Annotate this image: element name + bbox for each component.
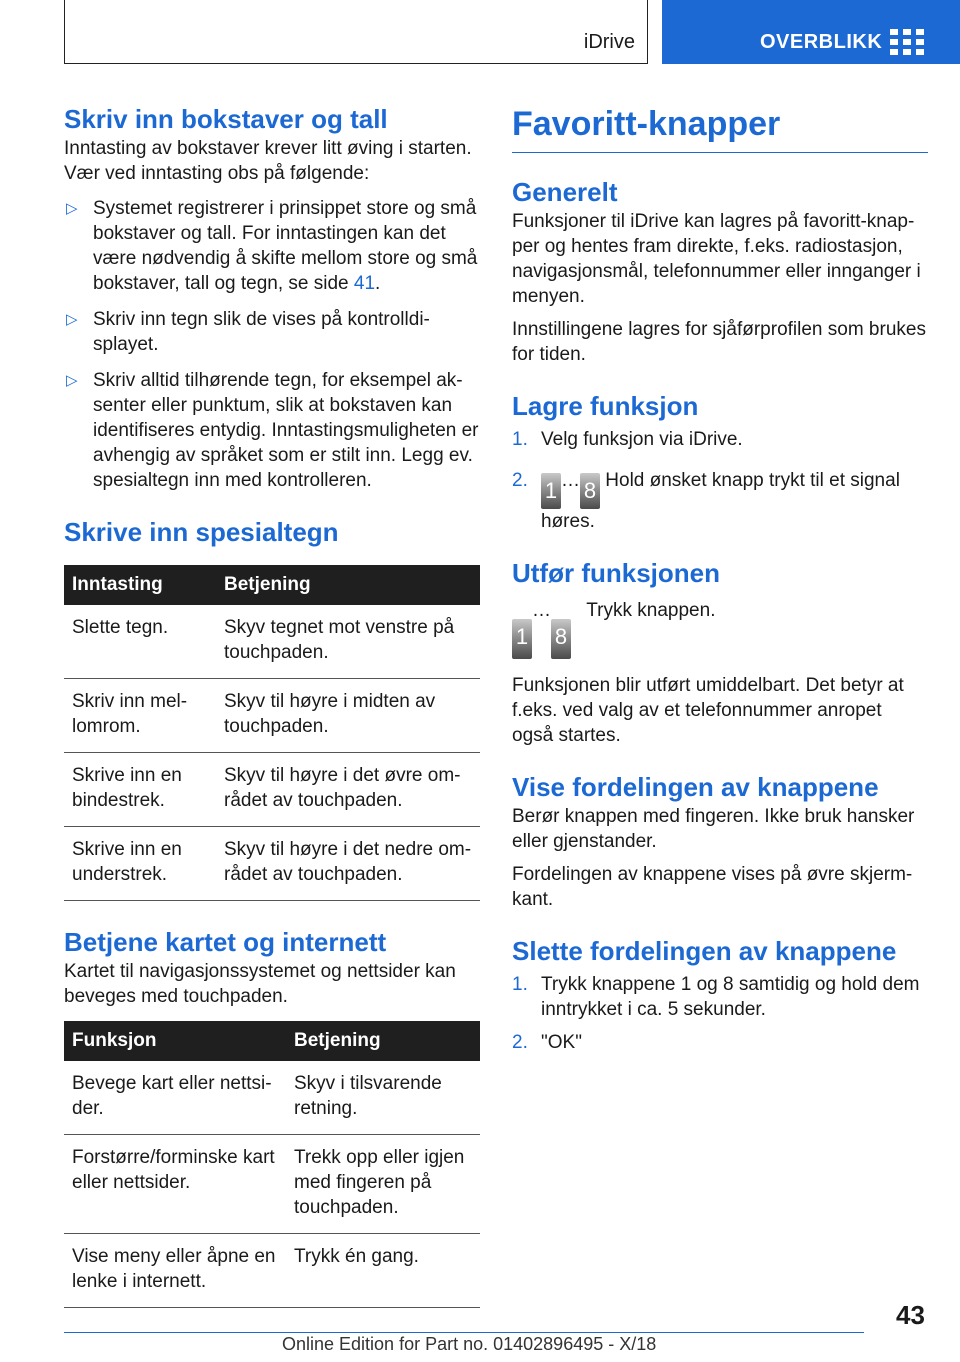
section-title-save: Lagre funksjon [512,391,699,421]
table-row [64,1135,480,1234]
left-column [64,102,480,1308]
delete-steps [512,972,928,1055]
show-paragraph: Berør knappen med fingeren. Ikke bruk hansker eller gjenstander. [512,806,915,852]
step-number: 2. [512,470,528,491]
favorite-key-8-icon: 8 [551,619,571,659]
table-header: Funksjon [64,1021,286,1061]
map-internet-table [64,1021,480,1308]
section-title-map-internet: Betjene kartet og internett [64,927,387,957]
list-item: ▷ Systemet registrerer i prinsippet store og små bokstaver og tall. For inntastingen kan det være nødvendig å skifte mellom store og små bokstaver, tall og tegn, se side 41. [66,198,478,294]
table-cell: Skrive inn en understrek. [64,827,216,901]
section-title-letters: Skriv inn bokstaver og tall [64,104,388,134]
execute-paragraph: Funksjonen blir utført umiddelbart. Det betyr at f.eks. ved valg av et telefonnummer anropet også startes. [512,675,904,746]
table-cell: Skyv til høyre i midten av touchpaden. [216,679,480,753]
page-number: 43 [896,1300,925,1330]
section-title-delete-layout: Slette fordelingen av knappene [512,936,897,966]
favorite-key-1-icon: 1 [541,473,561,509]
table-row [64,1234,480,1308]
map-internet-intro: Kartet til navigasjonssystemet og nettsider kan beveges med touchpaden. [64,961,456,1007]
letters-intro: Inntasting av bokstaver krever litt øving i starten. Vær ved inntasting obs på følgende: [64,138,472,184]
execute-row: 1…8 Trykk knappen. [512,598,928,659]
list-item: 1. Trykk knappene 1 og 8 samtidig og hold dem inntrykket i ca. 5 sekunder. [512,974,920,1020]
edition-text: Online Edition for Part no. 01402896495 - X/18 [282,1334,657,1354]
overview-label: OVERBLIKK [760,31,883,53]
execute-instruction: Trykk knappen. [586,600,716,621]
general-paragraph: Innstillingene lagres for sjåførprofilen som brukes for tiden. [512,319,926,365]
favorite-key-1-icon: 1 [512,619,532,659]
table-row [64,605,480,679]
show-paragraph: Fordelingen av knappene vises på øvre skjerm-kant. [512,864,913,910]
list-item: 2. "OK" [512,1032,582,1053]
table-cell: Skyv tegnet mot venstre på touchpaden. [216,605,480,679]
section-title-general: Generelt [512,177,618,207]
section-title-execute: Utfør funksjonen [512,558,720,588]
table-cell: Trykk én gang. [286,1234,480,1308]
save-steps [512,427,928,534]
table-row [64,679,480,753]
step-number: 2. [512,1032,528,1053]
table-cell: Vise meny eller åpne en lenke i internett. [64,1234,286,1308]
special-chars-table [64,565,480,901]
page-title: Favoritt-knapper [512,102,928,153]
table-header: Betjening [216,565,480,605]
overview-button[interactable] [662,0,960,64]
triangle-bullet-icon: ▷ [66,311,78,328]
table-row [64,827,480,901]
section-title-special-chars: Skrive inn spesialtegn [64,517,339,547]
table-row [64,1061,480,1135]
grid-icon [890,29,924,55]
section-title-show-layout: Vise fordelingen av knappene [512,772,879,802]
header-breadcrumb-box [64,0,648,64]
list-item: ▷ Skriv inn tegn slik de vises på kontrolldi-splayet. [66,309,430,355]
table-cell: Slette tegn. [64,605,216,679]
table-row [64,753,480,827]
general-paragraph: Funksjoner til iDrive kan lagres på favoritt-knap-per og hentes fram direkte, f.eks. radiostasjon, navigasjonsmål, telefonnummer eller innganger i menyen. [512,211,921,307]
list-item: 2. 1 … 8 Hold ønsket knapp trykt til et signal høres. [512,470,900,532]
step-number: 1. [512,429,528,450]
table-header: Betjening [286,1021,480,1061]
list-item: 1. Velg funksjon via iDrive. [512,429,743,450]
table-cell: Skyv til høyre i det nedre om-rådet av touchpaden. [216,827,480,901]
list-item: ▷ Skriv alltid tilhørende tegn, for eksempel ak-senter eller punktum, slik at bokstaven kan identifiseres entydig. Inntastingsmuligheten er avhengig av språket som er stilt inn. Legg ev. spesialtegn inn med kontrolleren. [66,370,479,491]
table-cell: Skriv inn mel-lomrom. [64,679,216,753]
letters-bullet-list [64,196,480,493]
favorite-key-8-icon: 8 [580,473,600,509]
table-cell: Trekk opp eller igjen med fingeren på touchpaden. [286,1135,480,1234]
triangle-bullet-icon: ▷ [66,372,78,389]
footer-divider [64,1332,864,1333]
table-header: Inntasting [64,565,216,605]
table-cell: Bevege kart eller nettsi-der. [64,1061,286,1135]
right-column [512,102,928,1055]
step-number: 1. [512,974,528,995]
table-cell: Skyv til høyre i det øvre om-rådet av touchpaden. [216,753,480,827]
page-link[interactable]: 41 [353,273,376,294]
breadcrumb[interactable]: iDrive [583,31,635,53]
table-cell: Skyv i tilsvarende retning. [286,1061,480,1135]
table-cell: Forstørre/forminske kart eller nettsider. [64,1135,286,1234]
table-cell: Skrive inn en bindestrek. [64,753,216,827]
triangle-bullet-icon: ▷ [66,200,78,217]
